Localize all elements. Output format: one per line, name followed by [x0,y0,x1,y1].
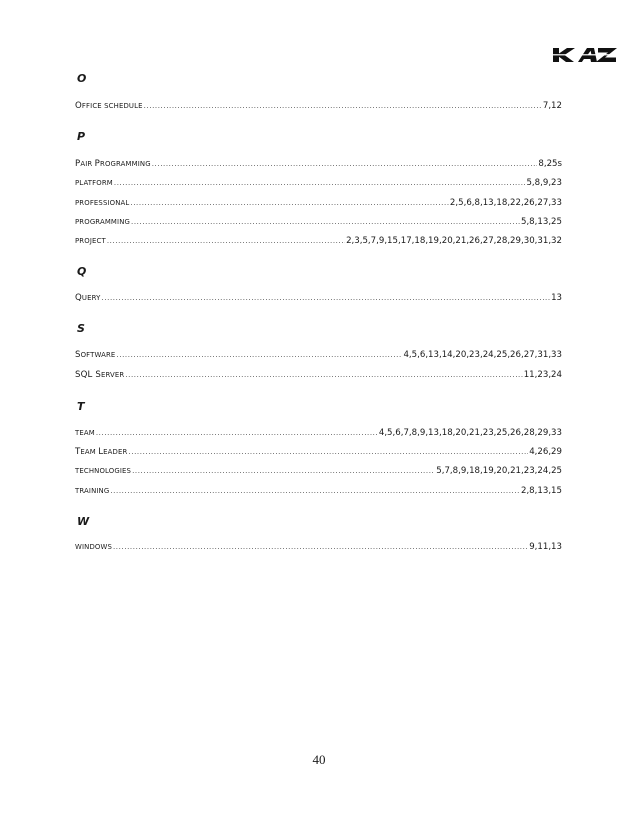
index-term: SQL SERVER [75,370,125,380]
index-entry [75,349,562,362]
index-pages: 2,5,6,8,13,18,22,26,27,33 [449,198,562,208]
index-term: QUERY [75,293,101,303]
dot-leader [107,235,345,248]
index-entry [75,197,562,210]
index-term: OFFICE SCHEDULE [75,101,143,111]
index-term: TECHNOLOGIES [75,467,132,475]
dot-leader [116,349,402,362]
index-pages: 7,12 [542,101,562,111]
dot-leader [113,541,528,554]
index-term: SOFTWARE [75,350,116,360]
index-pages: 13 [551,293,562,303]
dot-leader [101,292,550,305]
index-term: TEAM [75,429,95,437]
letter-heading-q: Q [77,265,87,278]
index-pages: 4,5,6,7,8,9,13,18,20,21,23,25,26,28,29,33 [378,428,562,438]
index-entry [75,446,562,459]
index-term: PROFESSIONAL [75,199,130,207]
kaz-logo [551,46,619,64]
index-pages: 4,5,6,13,14,20,23,24,25,26,27,31,33 [403,350,562,360]
index-term: TEAM LEADER [75,447,128,457]
index-pages: 5,7,8,9,18,19,20,21,23,24,25 [436,466,562,476]
index-entry [75,235,562,248]
index-pages: 4,26,29 [529,447,562,457]
index-entry [75,100,562,113]
index-pages: 5,8,9,23 [526,178,562,188]
dot-leader [130,197,449,210]
dot-leader [125,369,522,382]
dot-leader [152,158,538,171]
index-pages: 2,8,13,15 [520,486,562,496]
index-entry [75,177,562,190]
dot-leader [131,216,520,229]
dot-leader [128,446,528,459]
page-number: 40 [312,752,326,767]
index-term: TRAINING [75,487,110,495]
letter-heading-o: O [77,72,87,85]
index-pages: 8,25s [538,159,562,169]
dot-leader [132,465,435,478]
index-entry [75,158,562,171]
index-term: WINDOWS [75,543,112,551]
index-entry [75,541,562,554]
dot-leader [114,177,526,190]
letter-heading-t: T [77,400,85,413]
dot-leader [144,100,542,113]
index-entry [75,369,562,382]
index-pages: 2,3,5,7,9,15,17,18,19,20,21,26,27,28,29,30,31,32 [346,236,562,246]
index-entry [75,427,562,440]
letter-heading-s: S [77,322,85,335]
letter-heading-w: W [77,515,90,528]
index-pages: 11,23,24 [523,370,562,380]
index-term: PROGRAMMING [75,218,130,226]
index-term: PAIR PROGRAMMING [75,159,151,169]
letter-heading-p: P [77,130,86,143]
index-pages: 5,8,13,25 [520,217,562,227]
dot-leader [110,485,520,498]
index-pages: 9,11,13 [529,542,562,552]
index-entry [75,465,562,478]
index-term: PROJECT [75,237,106,245]
index-entry [75,485,562,498]
index-term: PLATFORM [75,179,113,187]
index-entry [75,216,562,229]
index-entry [75,292,562,305]
dot-leader [96,427,378,440]
